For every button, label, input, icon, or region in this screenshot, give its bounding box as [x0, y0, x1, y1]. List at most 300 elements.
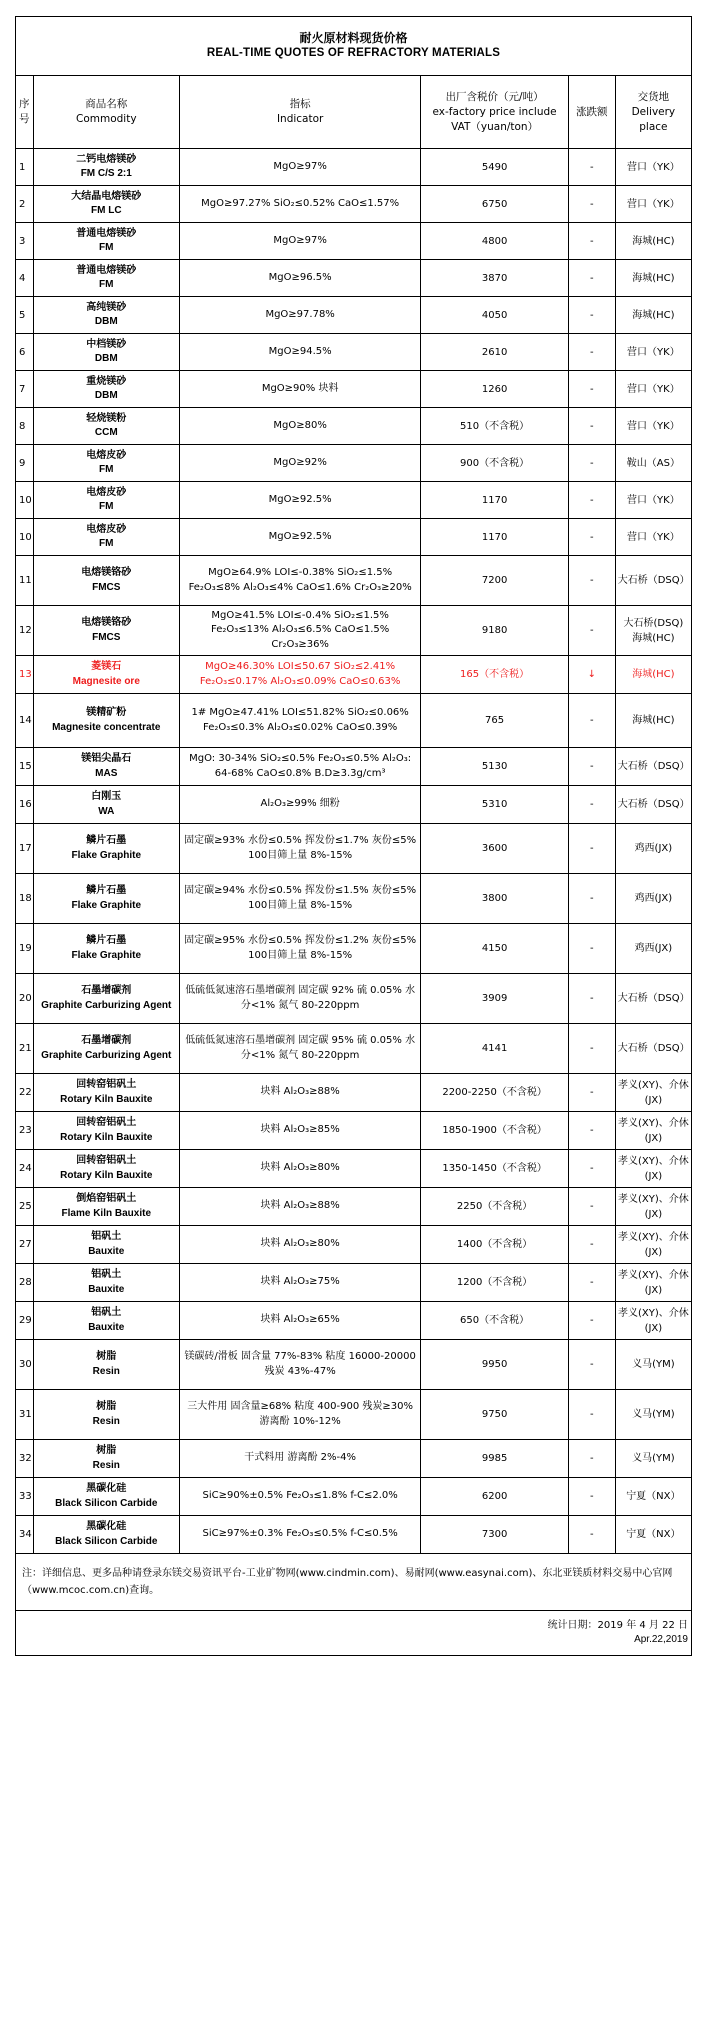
commodity-cell: [33, 1478, 179, 1516]
table-title: [16, 17, 692, 76]
header-commodity-zh: 商品名称: [85, 98, 128, 110]
commodity-name-en: DBM: [94, 353, 118, 364]
price-cell: 2610: [421, 334, 569, 371]
price-cell: 1400（不含税）: [421, 1226, 569, 1264]
delivery-place-cell: 孝义(XY)、介休(JX): [615, 1150, 691, 1188]
row-number: 7: [16, 371, 34, 408]
commodity-name-zh: 树脂: [96, 1445, 117, 1456]
commodity-cell: [33, 186, 179, 223]
indicator-cell: MgO≥94.5%: [179, 334, 420, 371]
commodity-cell: [33, 1074, 179, 1112]
stat-date-en: Apr.22,2019: [634, 1634, 688, 1645]
commodity-cell: [33, 1112, 179, 1150]
indicator-cell: MgO≥92%: [179, 445, 420, 482]
price-cell: 1260: [421, 371, 569, 408]
commodity-name-en: FMCS: [92, 581, 121, 593]
price-cell: 4141: [421, 1024, 569, 1074]
change-cell: -: [568, 149, 615, 186]
indicator-cell: 固定碳≥94% 水份≤0.5% 挥发份≤1.5% 灰份≤5% 100目筛上量 8%-15%: [179, 874, 420, 924]
change-cell: -: [568, 223, 615, 260]
commodity-name-en: Flake Graphite: [71, 899, 141, 911]
commodity-name-en: Black Silicon Carbide: [55, 1535, 158, 1547]
price-cell: 5490: [421, 149, 569, 186]
row-number: 2: [16, 186, 34, 223]
row-number: 25: [16, 1188, 34, 1226]
commodity-name-zh: 黑碳化硅: [86, 1483, 127, 1494]
change-cell: -: [568, 1112, 615, 1150]
delivery-place-cell: 大石桥（DSQ）: [615, 974, 691, 1024]
price-cell: 3909: [421, 974, 569, 1024]
commodity-name-zh: 电熔皮砂: [86, 486, 127, 498]
commodity-name-zh: 倒焰窑铝矾土: [76, 1193, 137, 1204]
price-cell: 5310: [421, 786, 569, 824]
row-number: 11: [16, 556, 34, 606]
stat-date-zh: 统计日期：2019 年 4 月 22 日: [547, 1620, 688, 1631]
commodity-name-zh: 电熔皮砂: [86, 449, 127, 461]
table-row: [16, 1150, 692, 1188]
table-row: [16, 1024, 692, 1074]
commodity-name-en: MAS: [95, 767, 118, 779]
price-cell: 6200: [421, 1478, 569, 1516]
commodity-name-zh: 二钙电熔镁砂: [76, 153, 137, 165]
date-row: [16, 1611, 692, 1656]
commodity-name-zh: 大结晶电熔镁砂: [71, 190, 142, 202]
change-cell: -: [568, 1302, 615, 1340]
commodity-name-en: Resin: [92, 1415, 120, 1427]
note-row: [16, 1554, 692, 1611]
row-number: 24: [16, 1150, 34, 1188]
row-number: 27: [16, 1226, 34, 1264]
commodity-cell: [33, 874, 179, 924]
commodity-name-en: Magnesite concentrate: [52, 721, 161, 733]
row-number: 14: [16, 694, 34, 748]
table-row: [16, 824, 692, 874]
commodity-name-en: DBM: [94, 390, 118, 401]
row-number: 20: [16, 974, 34, 1024]
commodity-cell: [33, 1264, 179, 1302]
delivery-place-cell: 义马(YM): [615, 1390, 691, 1440]
commodity-cell: [33, 519, 179, 556]
title-zh: 耐火原材料现货价格: [299, 31, 408, 45]
commodity-name-en: Bauxite: [88, 1321, 125, 1333]
table-row: [16, 556, 692, 606]
indicator-cell: MgO≥97.27% SiO₂≤0.52% CaO≤1.57%: [179, 186, 420, 223]
commodity-name-en: Flake Graphite: [71, 949, 141, 961]
commodity-name-en: Graphite Carburizing Agent: [41, 1049, 172, 1061]
change-cell: -: [568, 260, 615, 297]
indicator-cell: 固定碳≥93% 水份≤0.5% 挥发份≤1.7% 灰份≤5% 100目筛上量 8%-15%: [179, 824, 420, 874]
delivery-place-cell: 营口（YK）: [615, 334, 691, 371]
commodity-name-en: Rotary Kiln Bauxite: [60, 1131, 153, 1143]
commodity-name-en: FM C/S 2:1: [80, 168, 132, 179]
commodity-name-zh: 石墨增碳剂: [81, 985, 132, 996]
table-row: [16, 1074, 692, 1112]
row-number: 33: [16, 1478, 34, 1516]
delivery-place-cell: 营口（YK）: [615, 519, 691, 556]
table-row: [16, 445, 692, 482]
commodity-name-zh: 回转窑铝矾土: [76, 1155, 137, 1166]
commodity-name-zh: 铝矾土: [91, 1269, 122, 1280]
commodity-name-zh: 电熔镁铬砂: [81, 617, 132, 628]
header-place: [615, 76, 691, 149]
delivery-place-cell: 海城(HC): [615, 223, 691, 260]
price-cell: 510（不含税）: [421, 408, 569, 445]
commodity-cell: [33, 260, 179, 297]
delivery-place-cell: 鸡西(JX): [615, 824, 691, 874]
row-number: 30: [16, 1340, 34, 1390]
header-no: 序号: [16, 76, 34, 149]
commodity-name-zh: 回转窑铝矾土: [76, 1117, 137, 1128]
header-indicator: [179, 76, 420, 149]
indicator-cell: 块料 Al₂O₃≥80%: [179, 1150, 420, 1188]
commodity-name-en: Magnesite ore: [72, 675, 140, 687]
delivery-place-cell: 大石桥（DSQ）: [615, 748, 691, 786]
header-row: [16, 76, 692, 149]
commodity-name-en: CCM: [94, 427, 118, 438]
table-row: [16, 149, 692, 186]
delivery-place-cell: 营口（YK）: [615, 186, 691, 223]
delivery-place-cell: 义马(YM): [615, 1440, 691, 1478]
row-number: 32: [16, 1440, 34, 1478]
commodity-cell: [33, 223, 179, 260]
row-number: 1: [16, 149, 34, 186]
delivery-place-cell: 大石桥（DSQ）: [615, 1024, 691, 1074]
row-number: 10: [16, 519, 34, 556]
price-cell: 1200（不含税）: [421, 1264, 569, 1302]
row-number: 18: [16, 874, 34, 924]
change-cell: -: [568, 1264, 615, 1302]
header-price-zh: 出厂含税价（元/吨）: [445, 90, 544, 103]
commodity-name-en: Graphite Carburizing Agent: [41, 999, 172, 1011]
commodity-name-zh: 镁铝尖晶石: [81, 753, 132, 764]
header-indicator-zh: 指标: [289, 98, 311, 110]
commodity-name-en: FMCS: [92, 631, 121, 643]
change-cell: -: [568, 606, 615, 656]
table-row: [16, 656, 692, 694]
commodity-name-zh: 高纯镁砂: [86, 301, 127, 313]
header-commodity-en: Commodity: [75, 113, 137, 125]
commodity-cell: [33, 1340, 179, 1390]
price-cell: 165（不含税）: [421, 656, 569, 694]
header-price: [421, 76, 569, 149]
change-cell: -: [568, 186, 615, 223]
price-table: [15, 16, 692, 1656]
change-cell: -: [568, 824, 615, 874]
table-row: [16, 874, 692, 924]
indicator-cell: 固定碳≥95% 水份≤0.5% 挥发份≤1.2% 灰份≤5% 100目筛上量 8%-15%: [179, 924, 420, 974]
commodity-name-zh: 黑碳化硅: [86, 1521, 127, 1532]
commodity-cell: [33, 1516, 179, 1554]
commodity-cell: [33, 1150, 179, 1188]
price-cell: 1170: [421, 482, 569, 519]
commodity-name-zh: 石墨增碳剂: [81, 1035, 132, 1046]
indicator-cell: MgO≥92.5%: [179, 519, 420, 556]
row-number: 4: [16, 260, 34, 297]
indicator-cell: MgO≥97%: [179, 223, 420, 260]
table-row: [16, 694, 692, 748]
row-number: 17: [16, 824, 34, 874]
price-cell: 4150: [421, 924, 569, 974]
price-cell: 3600: [421, 824, 569, 874]
change-cell: -: [568, 1340, 615, 1390]
commodity-name-en: Bauxite: [88, 1245, 125, 1257]
header-place-en: Delivery place: [631, 105, 676, 133]
indicator-cell: 低硫低氮速溶石墨增碳剂 固定碳 92% 硫 0.05% 水分<1% 氮气 80-220ppm: [179, 974, 420, 1024]
table-row: [16, 924, 692, 974]
commodity-cell: [33, 606, 179, 656]
delivery-place-cell: 孝义(XY)、介休(JX): [615, 1302, 691, 1340]
commodity-name-en: Resin: [92, 1459, 120, 1471]
change-cell: -: [568, 445, 615, 482]
commodity-name-en: Flake Graphite: [71, 849, 141, 861]
table-row: [16, 1264, 692, 1302]
header-indicator-en: Indicator: [276, 113, 324, 125]
indicator-cell: SiC≥97%±0.3% Fe₂O₃≤0.5% f-C≤0.5%: [179, 1516, 420, 1554]
table-row: [16, 974, 692, 1024]
change-cell: -: [568, 408, 615, 445]
row-number: 23: [16, 1112, 34, 1150]
delivery-place-cell: 海城(HC): [615, 694, 691, 748]
commodity-name-zh: 电熔镁铬砂: [81, 567, 132, 578]
delivery-place-cell: 营口（YK）: [615, 371, 691, 408]
commodity-name-zh: 镁精矿粉: [86, 707, 127, 718]
indicator-cell: 块料 Al₂O₃≥88%: [179, 1188, 420, 1226]
commodity-name-en: FM: [99, 242, 114, 253]
price-cell: 9985: [421, 1440, 569, 1478]
delivery-place-cell: 宁夏（NX）: [615, 1516, 691, 1554]
commodity-cell: [33, 149, 179, 186]
indicator-cell: 三大件用 固含量≥68% 粘度 400-900 残炭≥30% 游离酚 10%-12%: [179, 1390, 420, 1440]
change-cell: -: [568, 297, 615, 334]
row-number: 19: [16, 924, 34, 974]
commodity-name-en: Resin: [92, 1365, 120, 1377]
indicator-cell: 块料 Al₂O₃≥65%: [179, 1302, 420, 1340]
commodity-name-zh: 普通电熔镁砂: [76, 264, 137, 276]
commodity-name-zh: 电熔皮砂: [86, 523, 127, 535]
price-cell: 1850-1900（不含税）: [421, 1112, 569, 1150]
delivery-place-cell: 鸡西(JX): [615, 924, 691, 974]
price-cell: 7300: [421, 1516, 569, 1554]
commodity-cell: [33, 297, 179, 334]
delivery-place-cell: 海城(HC): [615, 656, 691, 694]
indicator-cell: 块料 Al₂O₃≥88%: [179, 1074, 420, 1112]
change-cell: -: [568, 1024, 615, 1074]
commodity-cell: [33, 748, 179, 786]
change-cell: -: [568, 1074, 615, 1112]
price-cell: 1170: [421, 519, 569, 556]
commodity-cell: [33, 334, 179, 371]
change-cell: ↓: [568, 656, 615, 694]
indicator-cell: Al₂O₃≥99% 细粉: [179, 786, 420, 824]
table-row: [16, 371, 692, 408]
price-sheet: [15, 16, 692, 1656]
table-row: [16, 1478, 692, 1516]
delivery-place-cell: 大石桥（DSQ）: [615, 556, 691, 606]
table-row: [16, 186, 692, 223]
commodity-name-en: FM: [99, 279, 114, 290]
table-row: [16, 786, 692, 824]
price-cell: 4800: [421, 223, 569, 260]
change-cell: -: [568, 1516, 615, 1554]
table-row: [16, 519, 692, 556]
stat-date: [16, 1611, 692, 1656]
delivery-place-cell: 孝义(XY)、介休(JX): [615, 1226, 691, 1264]
commodity-cell: [33, 786, 179, 824]
indicator-cell: MgO≥96.5%: [179, 260, 420, 297]
table-row: [16, 1112, 692, 1150]
indicator-cell: MgO≥97.78%: [179, 297, 420, 334]
commodity-name-en: Black Silicon Carbide: [55, 1497, 158, 1509]
header-change: 涨跌额: [568, 76, 615, 149]
commodity-name-en: Bauxite: [88, 1283, 125, 1295]
table-row: [16, 223, 692, 260]
row-number: 21: [16, 1024, 34, 1074]
price-cell: 2250（不含税）: [421, 1188, 569, 1226]
price-cell: 9180: [421, 606, 569, 656]
table-row: [16, 1390, 692, 1440]
delivery-place-cell: 大石桥(DSQ) 海城(HC): [615, 606, 691, 656]
commodity-cell: [33, 556, 179, 606]
change-cell: -: [568, 556, 615, 606]
delivery-place-cell: 宁夏（NX）: [615, 1478, 691, 1516]
commodity-cell: [33, 924, 179, 974]
row-number: 10: [16, 482, 34, 519]
title-row: [16, 17, 692, 76]
change-cell: -: [568, 874, 615, 924]
table-row: [16, 606, 692, 656]
table-row: [16, 1188, 692, 1226]
commodity-cell: [33, 824, 179, 874]
commodity-name-en: DBM: [94, 316, 118, 327]
header-commodity: [33, 76, 179, 149]
indicator-cell: 块料 Al₂O₃≥75%: [179, 1264, 420, 1302]
row-number: 5: [16, 297, 34, 334]
commodity-name-zh: 鳞片石墨: [86, 885, 127, 896]
commodity-name-zh: 菱镁石: [91, 661, 122, 672]
commodity-name-zh: 重烧镁砂: [86, 375, 127, 387]
indicator-cell: MgO≥41.5% LOI≤-0.4% SiO₂≤1.5% Fe₂O₃≤13% Al₂O₃≤6.5% CaO≤1.5% Cr₂O₃≥36%: [179, 606, 420, 656]
row-number: 9: [16, 445, 34, 482]
commodity-name-zh: 回转窑铝矾土: [76, 1079, 137, 1090]
table-row: [16, 260, 692, 297]
table-row: [16, 1340, 692, 1390]
price-cell: 3870: [421, 260, 569, 297]
price-cell: 2200-2250（不含税）: [421, 1074, 569, 1112]
indicator-cell: MgO: 30-34% SiO₂≤0.5% Fe₂O₃≤0.5% Al₂O₃: 64-68% CaO≤0.8% B.D≥3.3g/cm³: [179, 748, 420, 786]
delivery-place-cell: 海城(HC): [615, 260, 691, 297]
commodity-name-en: FM LC: [91, 205, 122, 216]
commodity-cell: [33, 445, 179, 482]
price-cell: 7200: [421, 556, 569, 606]
indicator-cell: MgO≥97%: [179, 149, 420, 186]
delivery-place-cell: 义马(YM): [615, 1340, 691, 1390]
row-number: 22: [16, 1074, 34, 1112]
title-en: REAL-TIME QUOTES OF REFRACTORY MATERIALS: [206, 47, 501, 59]
table-row: [16, 1226, 692, 1264]
commodity-name-zh: 树脂: [96, 1351, 117, 1362]
header-place-zh: 交货地: [637, 90, 670, 103]
commodity-cell: [33, 1024, 179, 1074]
indicator-cell: MgO≥64.9% LOI≤-0.38% SiO₂≤1.5% Fe₂O₃≤8% Al₂O₃≤4% CaO≤1.6% Cr₂O₃≥20%: [179, 556, 420, 606]
commodity-name-en: FM: [99, 464, 114, 475]
commodity-cell: [33, 656, 179, 694]
commodity-cell: [33, 1188, 179, 1226]
indicator-cell: 低硫低氮速溶石墨增碳剂 固定碳 95% 硫 0.05% 水分<1% 氮气 80-220ppm: [179, 1024, 420, 1074]
price-cell: 3800: [421, 874, 569, 924]
delivery-place-cell: 鞍山（AS）: [615, 445, 691, 482]
change-cell: -: [568, 371, 615, 408]
table-row: [16, 297, 692, 334]
commodity-name-zh: 白刚玉: [91, 791, 122, 802]
delivery-place-cell: 孝义(XY)、介休(JX): [615, 1188, 691, 1226]
commodity-name-en: Flame Kiln Bauxite: [61, 1207, 151, 1219]
commodity-name-en: WA: [98, 805, 115, 817]
row-number: 12: [16, 606, 34, 656]
price-cell: 765: [421, 694, 569, 748]
commodity-cell: [33, 408, 179, 445]
table-row: [16, 408, 692, 445]
table-row: [16, 1516, 692, 1554]
commodity-name-zh: 铝矾土: [91, 1307, 122, 1318]
commodity-name-en: FM: [99, 538, 114, 549]
price-cell: 650（不含税）: [421, 1302, 569, 1340]
change-cell: -: [568, 786, 615, 824]
header-price-en: ex-factory price include VAT（yuan/ton）: [432, 105, 557, 133]
delivery-place-cell: 孝义(XY)、介休(JX): [615, 1264, 691, 1302]
row-number: 34: [16, 1516, 34, 1554]
row-number: 31: [16, 1390, 34, 1440]
table-row: [16, 1440, 692, 1478]
price-cell: 9750: [421, 1390, 569, 1440]
table-row: [16, 334, 692, 371]
price-cell: 900（不含税）: [421, 445, 569, 482]
price-cell: 5130: [421, 748, 569, 786]
table-row: [16, 1302, 692, 1340]
delivery-place-cell: 鸡西(JX): [615, 874, 691, 924]
price-cell: 9950: [421, 1340, 569, 1390]
change-cell: -: [568, 1440, 615, 1478]
row-number: 15: [16, 748, 34, 786]
indicator-cell: 1# MgO≥47.41% LOI≤51.82% SiO₂≤0.06% Fe₂O₃≤0.3% Al₂O₃≤0.02% CaO≤0.39%: [179, 694, 420, 748]
change-cell: -: [568, 334, 615, 371]
delivery-place-cell: 营口（YK）: [615, 408, 691, 445]
commodity-name-en: FM: [99, 501, 114, 512]
change-cell: -: [568, 1188, 615, 1226]
commodity-cell: [33, 371, 179, 408]
change-cell: -: [568, 974, 615, 1024]
change-cell: -: [568, 694, 615, 748]
row-number: 28: [16, 1264, 34, 1302]
row-number: 6: [16, 334, 34, 371]
price-cell: 4050: [421, 297, 569, 334]
delivery-place-cell: 海城(HC): [615, 297, 691, 334]
row-number: 8: [16, 408, 34, 445]
delivery-place-cell: 营口（YK）: [615, 482, 691, 519]
commodity-cell: [33, 482, 179, 519]
commodity-name-zh: 鳞片石墨: [86, 935, 127, 946]
change-cell: -: [568, 748, 615, 786]
delivery-place-cell: 营口（YK）: [615, 149, 691, 186]
commodity-cell: [33, 1226, 179, 1264]
commodity-name-en: Rotary Kiln Bauxite: [60, 1093, 153, 1105]
indicator-cell: MgO≥90% 块料: [179, 371, 420, 408]
indicator-cell: 镁碳砖/滑板 固含量 77%-83% 粘度 16000-20000 残炭 43%-47%: [179, 1340, 420, 1390]
indicator-cell: 干式料用 游离酚 2%-4%: [179, 1440, 420, 1478]
indicator-cell: 块料 Al₂O₃≥85%: [179, 1112, 420, 1150]
table-row: [16, 748, 692, 786]
change-cell: -: [568, 519, 615, 556]
table-row: [16, 482, 692, 519]
